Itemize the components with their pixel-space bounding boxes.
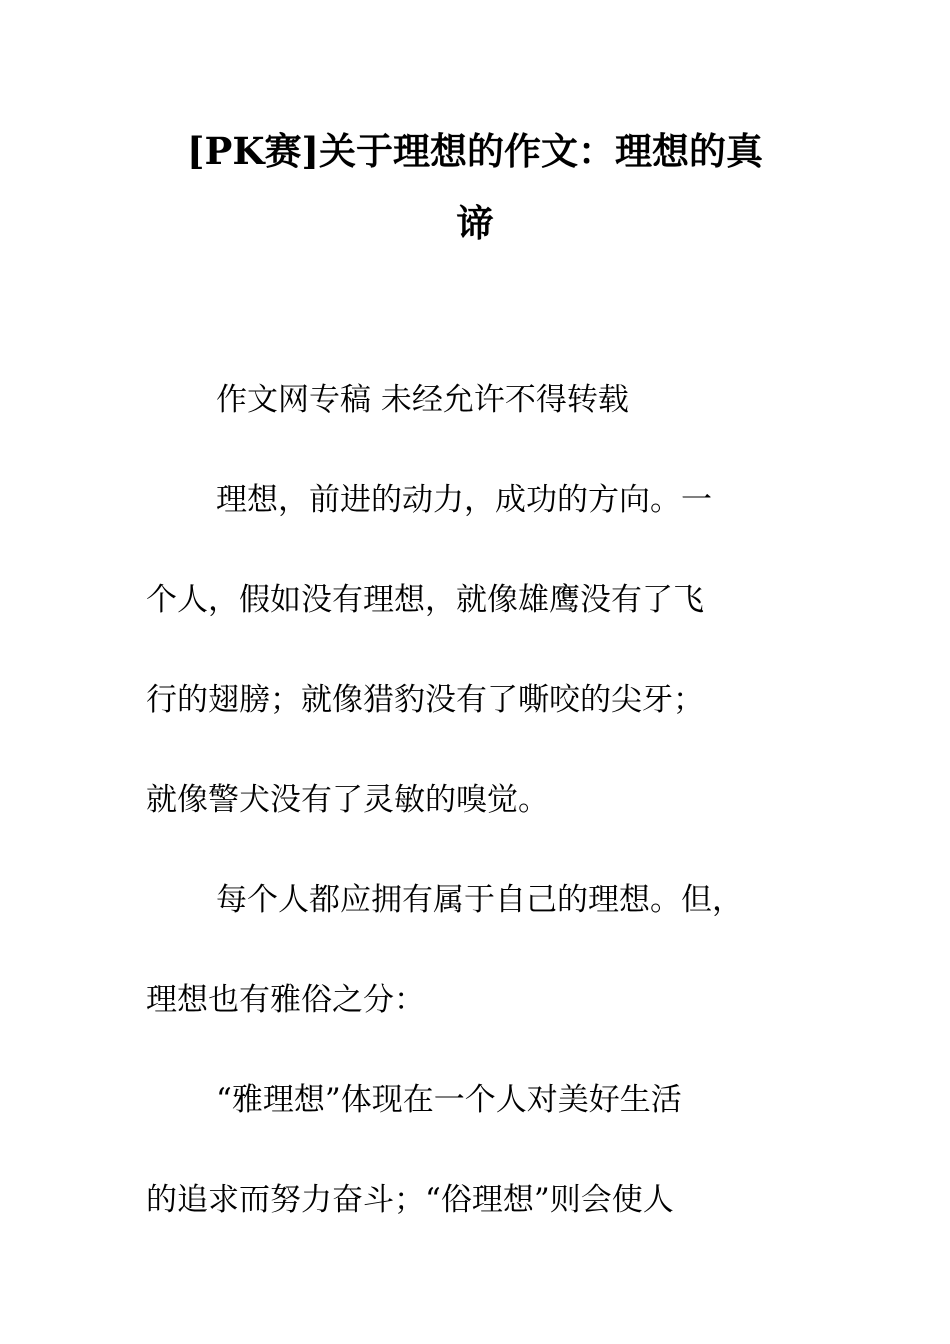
paragraph-line: 理想也有雅俗之分： xyxy=(146,982,425,1018)
paragraph-line: 的追求而努力奋斗；“俗理想”则会使人 xyxy=(146,1182,674,1218)
paragraph-line: “雅理想”体现在一个人对美好生活 xyxy=(216,1082,682,1118)
title-line-2: 谛 xyxy=(456,201,494,245)
paragraph-line: 行的翅膀；就像猎豹没有了嘶咬的尖牙； xyxy=(146,682,704,718)
paragraph-line: 个人，假如没有理想，就像雄鹰没有了飞 xyxy=(146,582,704,618)
paragraph-line: 就像警犬没有了灵敏的嗅觉。 xyxy=(146,782,549,818)
document-title xyxy=(140,115,810,259)
paragraph-line: 每个人都应拥有属于自己的理想。但， xyxy=(216,882,743,918)
byline: 作文网专稿 未经允许不得转载 xyxy=(216,382,629,418)
title-line-1: [PK赛]关于理想的作文：理想的真 xyxy=(187,129,763,173)
paragraph-line: 理想，前进的动力，成功的方向。一 xyxy=(216,482,712,518)
